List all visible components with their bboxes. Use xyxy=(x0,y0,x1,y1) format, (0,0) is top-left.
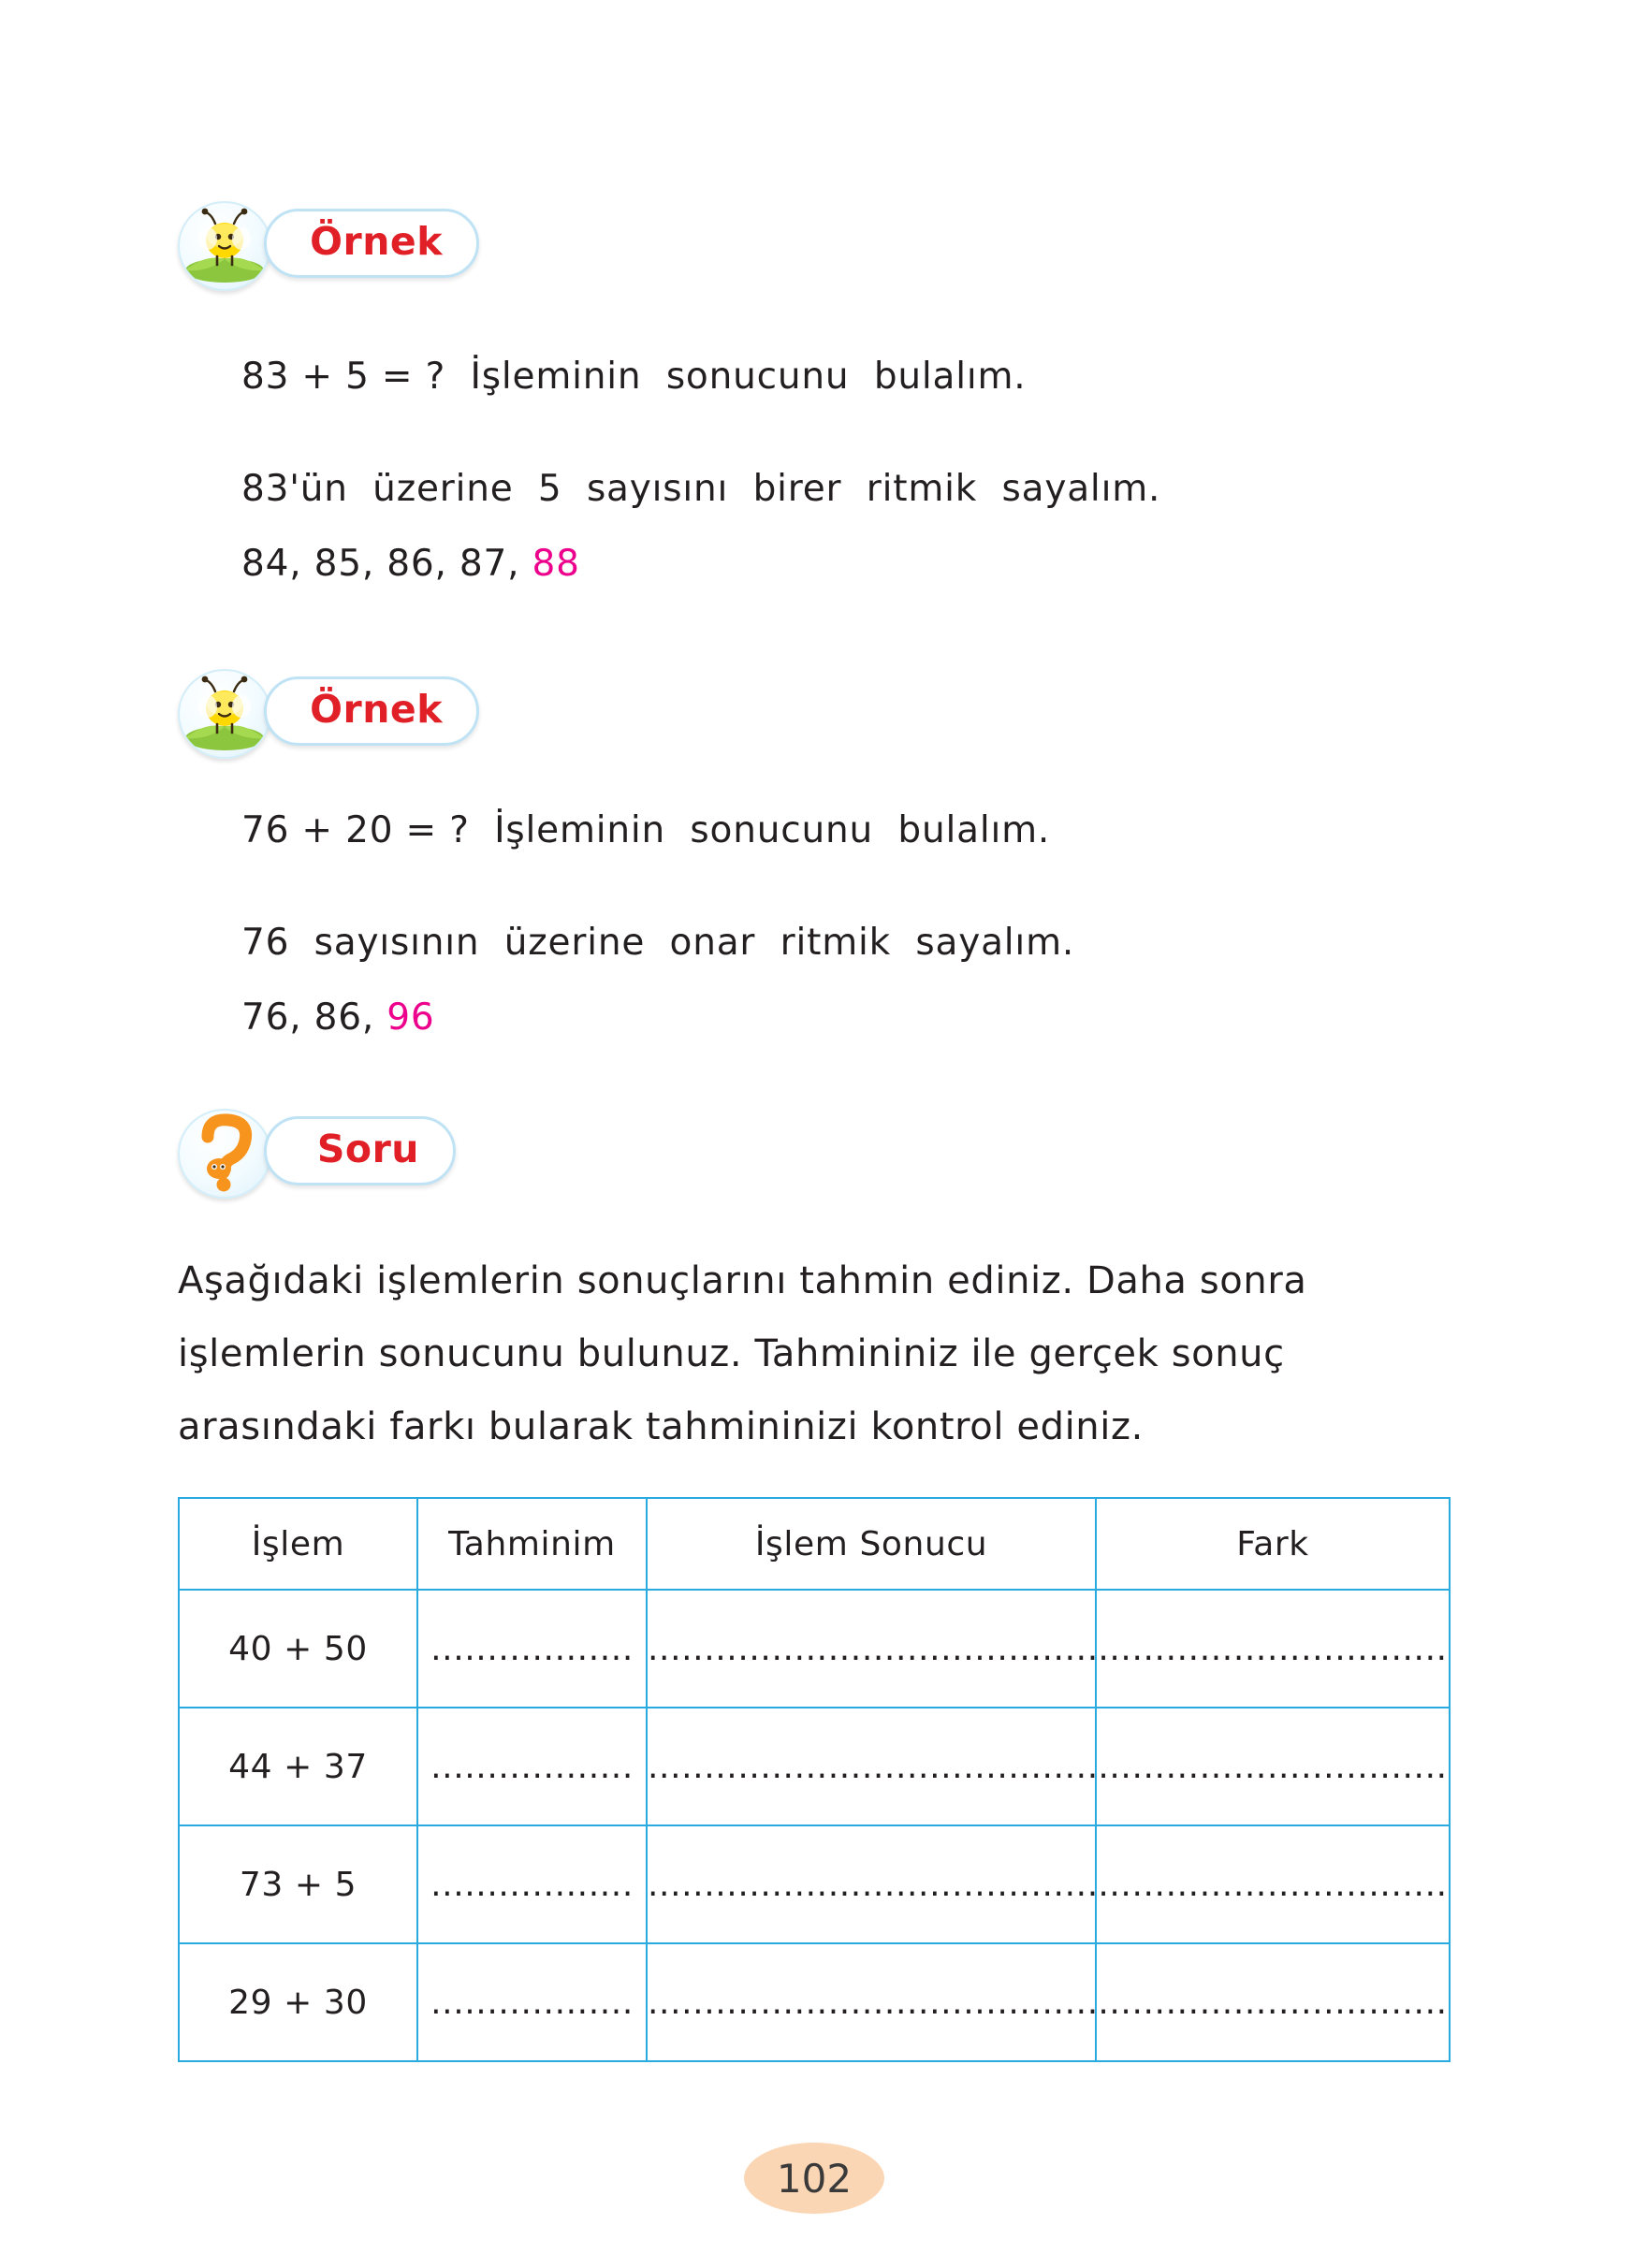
question-paragraph: Aşağıdaki işlemlerin sonuçlarını tahmin ediniz. Daha sonra işlemlerin sonucunu bulunuz. Tahmininiz ile gerçek sonuç arasındaki farkı bularak tahmininizi kontrol ediniz. xyxy=(178,1259,1307,1448)
table-header-islem-sonucu: İşlem Sonucu xyxy=(647,1498,1096,1590)
table-cell-result[interactable]: ........................................ xyxy=(647,1590,1096,1708)
question-mark-icon xyxy=(178,1109,271,1199)
table-cell-operation: 40 + 50 xyxy=(179,1590,417,1708)
table-row xyxy=(179,1590,1450,1708)
example-2-line-2: 76 sayısının üzerine onar ritmik sayalım. xyxy=(241,922,1075,964)
table-cell-estimate[interactable]: .................. xyxy=(417,1943,647,2061)
example-badge-label-1: Örnek xyxy=(310,218,443,264)
table-cell-result[interactable]: ........................................ xyxy=(647,1943,1096,2061)
table-header-islem: İşlem xyxy=(179,1498,417,1590)
example-1-sequence-prefix: 84, 85, 86, 87, xyxy=(241,543,532,585)
example-badge-pill-1 xyxy=(264,209,479,278)
example-badge-pill-2 xyxy=(264,676,479,746)
table-cell-operation: 29 + 30 xyxy=(179,1943,417,2061)
example-2-line-1: 76 + 20 = ? İşleminin sonucunu bulalım. xyxy=(241,809,1051,851)
table-cell-result[interactable]: ........................................ xyxy=(647,1825,1096,1943)
table-cell-estimate[interactable]: .................. xyxy=(417,1708,647,1825)
table-cell-result[interactable]: ........................................ xyxy=(647,1708,1096,1825)
table-cell-difference[interactable]: ............................... xyxy=(1096,1943,1450,2061)
table-cell-operation: 44 + 37 xyxy=(179,1708,417,1825)
estimation-table xyxy=(178,1497,1451,2062)
table-row xyxy=(179,1708,1450,1825)
example-2-sequence-answer: 96 xyxy=(386,996,435,1039)
table-header-fark: Fark xyxy=(1096,1498,1450,1590)
table-row xyxy=(179,1943,1450,2061)
table-cell-estimate[interactable]: .................. xyxy=(417,1590,647,1708)
bee-on-leaf-icon xyxy=(178,669,271,759)
table-cell-difference[interactable]: ............................... xyxy=(1096,1825,1450,1943)
page-number: 102 xyxy=(744,2143,884,2214)
bee-on-leaf-icon xyxy=(178,201,271,291)
table-header-row xyxy=(179,1498,1450,1590)
question-badge-label: Soru xyxy=(316,1126,419,1171)
example-badge-label-2: Örnek xyxy=(310,686,443,732)
example-1-sequence xyxy=(241,543,580,585)
table-cell-estimate[interactable]: .................. xyxy=(417,1825,647,1943)
question-badge-pill xyxy=(264,1116,456,1185)
example-1-sequence-answer: 88 xyxy=(532,543,580,585)
table-row xyxy=(179,1825,1450,1943)
example-1-line-2: 83'ün üzerine 5 sayısını birer ritmik sayalım. xyxy=(241,468,1161,510)
example-2-sequence-prefix: 76, 86, xyxy=(241,996,387,1039)
table-cell-operation: 73 + 5 xyxy=(179,1825,417,1943)
table-cell-difference[interactable]: ............................... xyxy=(1096,1590,1450,1708)
example-2-sequence xyxy=(241,996,434,1039)
table-header-tahminim: Tahminim xyxy=(417,1498,647,1590)
example-1-line-1: 83 + 5 = ? İşleminin sonucunu bulalım. xyxy=(241,356,1027,398)
table-cell-difference[interactable]: ............................... xyxy=(1096,1708,1450,1825)
